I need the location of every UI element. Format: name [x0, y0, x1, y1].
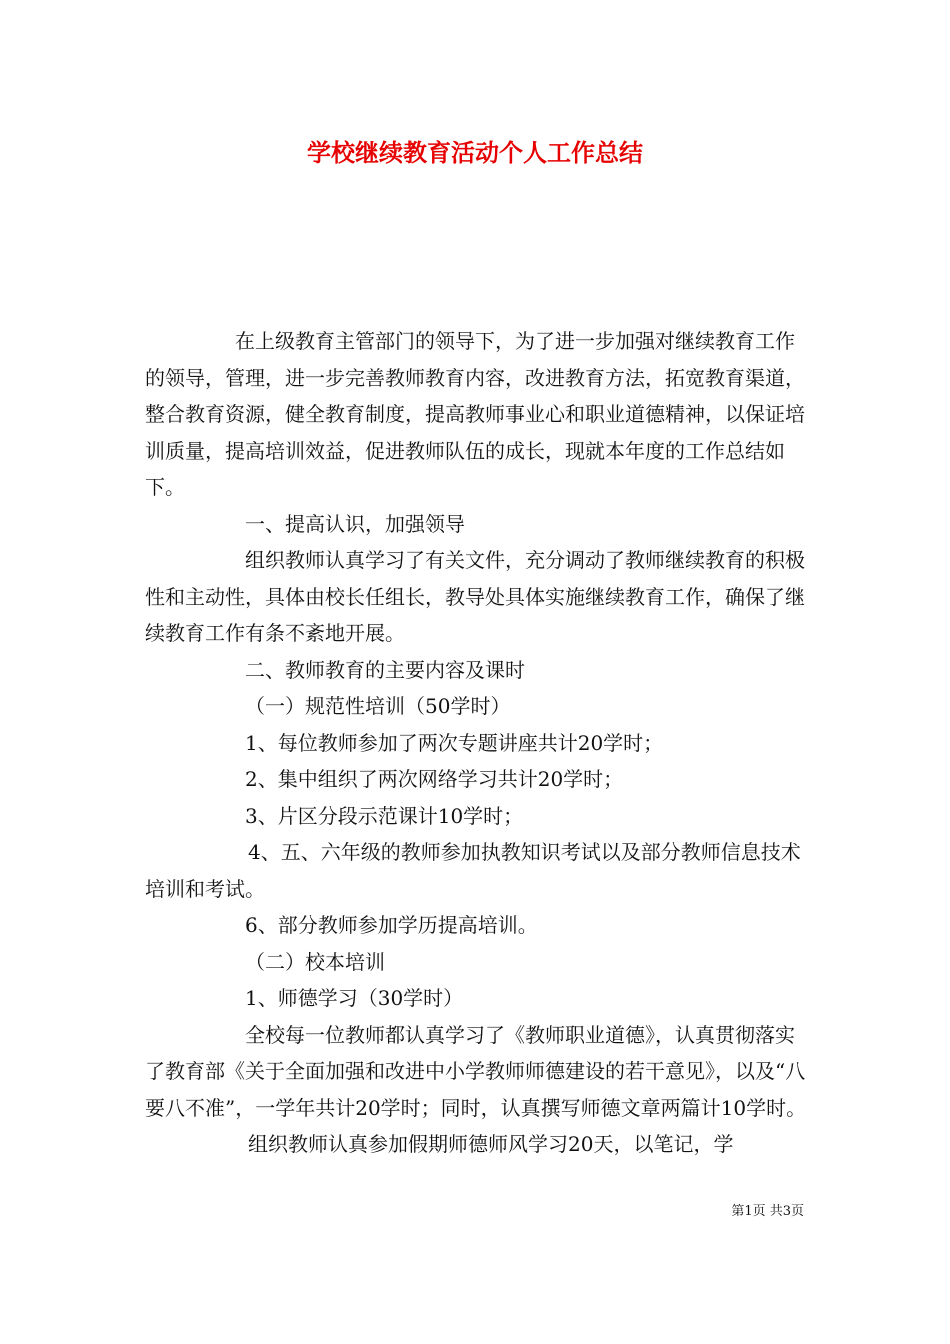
section-heading-1: 一、提高认识，加强领导 [245, 511, 465, 536]
subsection-heading-2: （二）校本培训 [245, 949, 385, 974]
list-item: 3、片区分段示范课计10学时； [245, 803, 524, 828]
section-heading-2: 二、教师教育的主要内容及课时 [245, 657, 525, 682]
page-number: 第1页 共3页 [731, 1204, 804, 1219]
list-item: 6、部分教师参加学历提高培训。 [245, 913, 538, 937]
list-item: 1、师德学习（30学时） [245, 986, 464, 1010]
list-item: 4、五、六年级的教师参加执教知识考试以及部分教师信息技术培训和考试。 [145, 840, 801, 901]
paragraph-ethics: 全校每一位教师都认真学习了《教师职业道德》，认真贯彻落实了教育部《关于全面加强和改进中小学教师师德建设的若干意见》，以及“八要八不准”，一学年共计20学时；同时，认真撰写师德文章两篇计10学时。 [145, 1022, 807, 1120]
document-title: 学校继续教育活动个人工作总结 [307, 138, 643, 167]
paragraph-continued: 组织教师认真参加假期师德师风学习20天，以笔记，学 [248, 1132, 734, 1156]
subsection-heading-1: （一）规范性培训（50学时） [245, 694, 511, 718]
list-item: 2、集中组织了两次网络学习共计20学时； [245, 767, 624, 791]
paragraph-intro: 在上级教育主管部门的领导下，为了进一步加强对继续教育工作的领导，管理，进一步完善教师教育内容，改进教育方法，拓宽教育渠道，整合教育资源，健全教育制度，提高教师事业心和职业道德精神，以保证培训质量，提高培训效益，促进教师队伍的成长，现就本年度的工作总结如下。 [145, 329, 805, 499]
paragraph-section-1: 组织教师认真学习了有关文件，充分调动了教师继续教育的积极性和主动性，具体由校长任组长，教导处具体实施继续教育工作，确保了继续教育工作有条不紊地开展。 [145, 548, 805, 645]
document-body [145, 323, 807, 1163]
list-item: 1、每位教师参加了两次专题讲座共计20学时； [245, 730, 664, 755]
